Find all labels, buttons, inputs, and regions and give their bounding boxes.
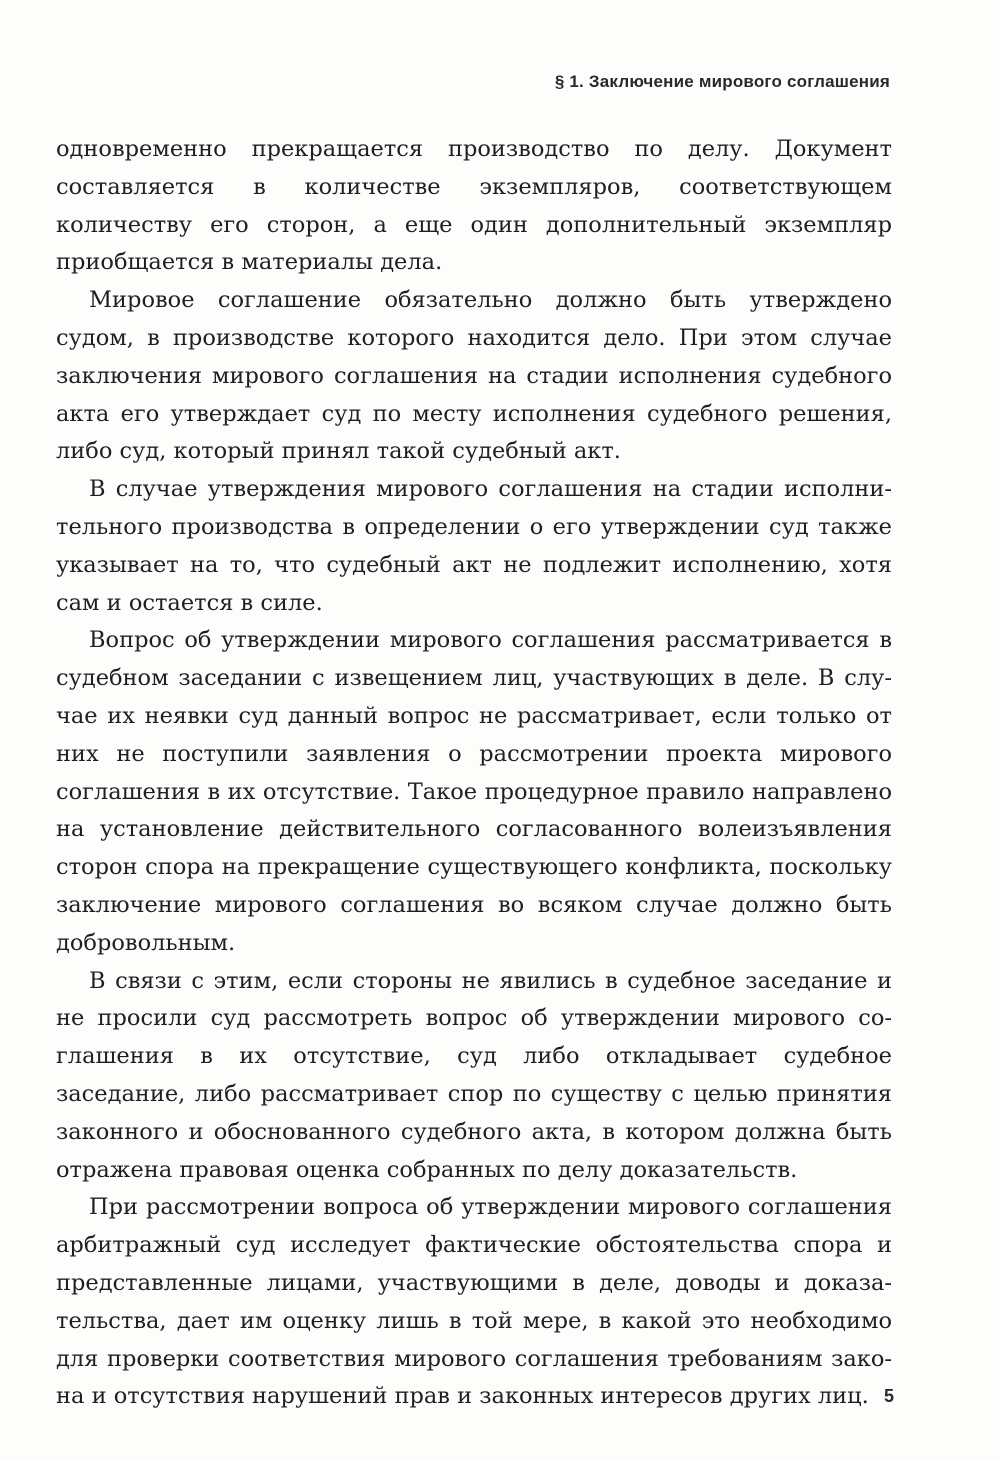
paragraph: При рассмотрении вопроса об утверждении мирового соглашения арбитражный суд исследует фактические обстоятельства спора и представленные лицами, участвующими в деле, доводы и доказательства, дает им оценку лишь в той мере, в какой это необходимо для проверки соответствия мирового соглашения требованиям закона и отсутствия нарушений прав и законных интересов других лиц. [56,1194,892,1410]
paragraph: Мировое соглашение обязательно должно быть утверждено судом, в производстве которого находится дело. При этом случае заключения мирового соглашения на стадии исполнения судебного акта его утверждает суд по месту исполнения судебного решения, либо суд, который принял такой судебный акт. [56,287,892,465]
paragraph: В связи с этим, если стороны не явились в судебное заседание и не просили суд рассмотреть вопрос об утверждении мирового соглашения в их отсутствие, суд либо откладывает судебное заседание, либо рассматривает спор по существу с целью принятия законного и обоснованного судебного акта, в котором должна быть отражена правовая оценка собранных по делу доказательств. [56,967,892,1183]
paragraph: одновременно прекращается производство по делу. Документ составляется в количестве экземпляров, соответствующем количеству его сторон, а еще один дополнительный экземпляр приобщается в материалы дела. [56,136,892,276]
running-header: § 1. Заключение мирового соглашения [554,72,890,91]
paragraph: В случае утверждения мирового соглашения на стадии исполнительного производства в определении о его утверждении суд также указывает на то, что судебный акт не подлежит исполнению, хотя сам и остается в силе. [56,476,892,616]
paragraph: Вопрос об утверждении мирового соглашения рассматривается в судебном заседании с извещением лиц, участвующих в деле. В случае их неявки суд данный вопрос не рассматривает, если только от них не поступили заявления о рассмотрении проекта мирового соглашения в их отсутствие. Такое процедурное правило направлено на установление действительного согласованного волеизъявления сторон спора на прекращение существующего конфликта, поскольку заключение мирового соглашения во всяком случае должно быть добровольным. [56,627,892,956]
body-text [56,131,892,1416]
page-number: 5 [883,1386,894,1406]
